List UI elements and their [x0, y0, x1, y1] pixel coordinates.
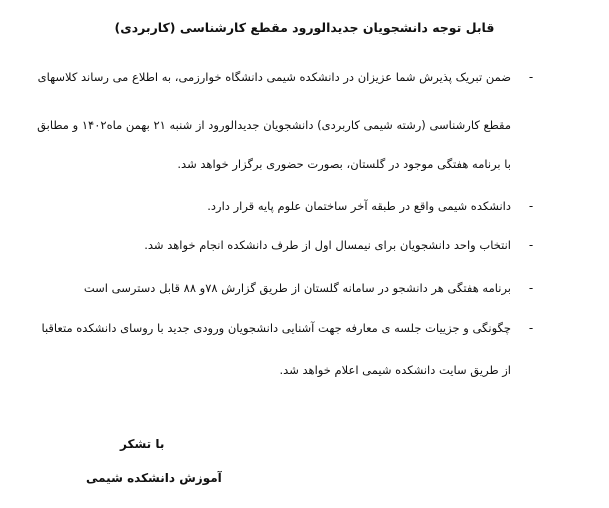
item-1-line-2: مقطع کارشناسی (رشته شیمی کاربردی) دانشجویان جدیدالورود از شنبه ۲۱ بهمن ماه۱۴۰۲ و مطابق: [37, 118, 511, 132]
announcement-title: قابل توجه دانشجویان جدیدالورود مقطع کارشناسی (کاربردی): [114, 20, 495, 35]
item-1-line-1: ضمن تبریک پذیرش شما عزیزان در دانشکده شیمی دانشگاه خوارزمی، به اطلاع می رساند کلاسهای: [37, 70, 511, 84]
item-1-line-3: با برنامه هفتگی موجود در گلستان، بصورت حضوری برگزار خواهد شد.: [177, 157, 511, 171]
closing-signature: آموزش دانشکده شیمی: [86, 471, 222, 485]
item-5-line-2: از طریق سایت دانشکده شیمی اعلام خواهد شد.: [279, 363, 511, 377]
bullet-marker: -: [528, 321, 534, 335]
item-3-line-1: انتخاب واحد دانشجویان برای نیمسال اول از طرف دانشکده انجام خواهد شد.: [144, 238, 511, 252]
item-5-line-1: چگونگی و جزییات جلسه ی معارفه جهت آشنایی دانشجویان ورودی جدید با روسای دانشکده متعاقبا: [41, 321, 511, 335]
item-2-line-1: دانشکده شیمی واقع در طبقه آخر ساختمان علوم پایه قرار دارد.: [207, 199, 511, 213]
closing-thanks: با تشکر: [120, 437, 165, 451]
bullet-marker: -: [528, 281, 534, 295]
bullet-marker: -: [528, 238, 534, 252]
bullet-marker: -: [528, 199, 534, 213]
item-4-line-1: برنامه هفتگی هر دانشجو در سامانه گلستان از طریق گزارش ۷۸و ۸۸ قابل دسترسی است: [83, 281, 511, 295]
bullet-marker: -: [528, 70, 534, 84]
